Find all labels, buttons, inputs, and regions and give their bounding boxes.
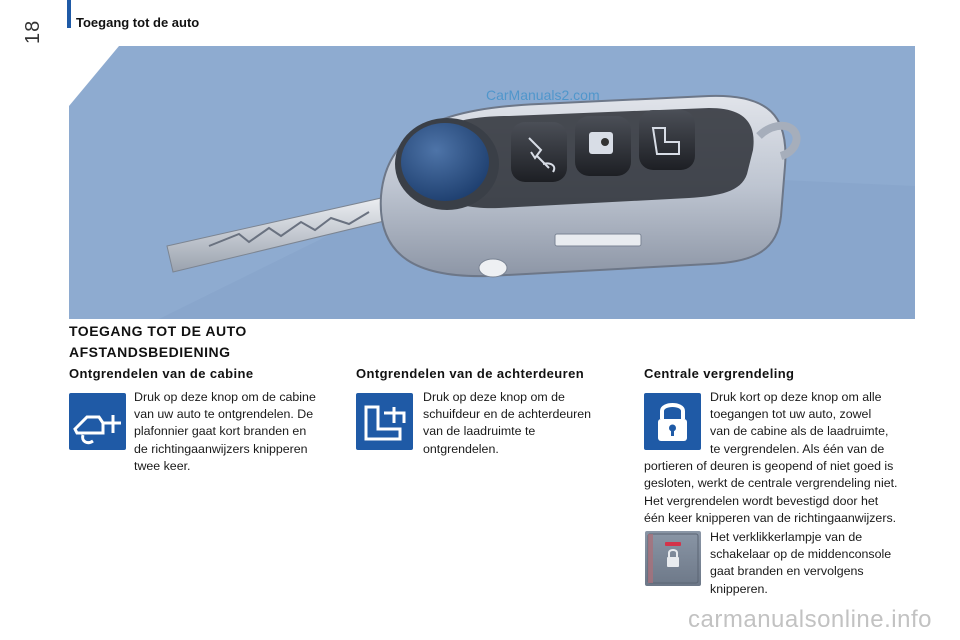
header-rule: [67, 0, 71, 28]
watermark-carmanuals: CarManuals2.com: [486, 87, 600, 103]
col-title-central-locking: Centrale vergrendeling: [644, 366, 795, 381]
col2-text: Druk op deze knop om de schuifdeur en de achterdeuren van de laadruimte te ontgrendelen.: [423, 390, 592, 456]
col3-text-confirm: Het vergrendelen wordt bevestigd door het één keer knipperen van de richtingaanwijzers.: [644, 494, 897, 526]
main-heading: TOEGANG TOT DE AUTO: [69, 323, 247, 339]
sub-heading: AFSTANDSBEDIENING: [69, 344, 231, 360]
watermark-carmanualsonline: carmanualsonline.info: [688, 606, 932, 633]
col-title-cabin: Ontgrendelen van de cabine: [69, 366, 254, 381]
col-title-rear-doors: Ontgrendelen van de achterdeuren: [356, 366, 585, 381]
cab-unlock-icon: [69, 393, 126, 450]
section-title: Toegang tot de auto: [76, 15, 200, 30]
col1-text: Druk op deze knop om de cabine van uw auto te ontgrendelen. De plafonnier gaat kort branden en de richtingaanwijzers knipperen twee keer.: [134, 390, 316, 473]
lock-icon: [644, 393, 701, 450]
rear-doors-unlock-icon: [356, 393, 413, 450]
col3-text-indicator: Het verklikkerlampje van de schakelaar op de middenconsole gaat branden en vervolgens knipperen.: [710, 530, 892, 596]
col3-text-intro: Druk kort op deze knop om alle toegangen tot uw auto, zowel van de cabine als de laadruimte, te vergrendelen. Als één van de: [710, 390, 889, 456]
console-switch-indicator-icon: [645, 531, 701, 586]
col3-text-cont: portieren of deuren is geopend of niet goed is gesloten, werkt de centrale vergrendeling niet.: [644, 459, 898, 491]
page-number: 18: [22, 19, 44, 44]
